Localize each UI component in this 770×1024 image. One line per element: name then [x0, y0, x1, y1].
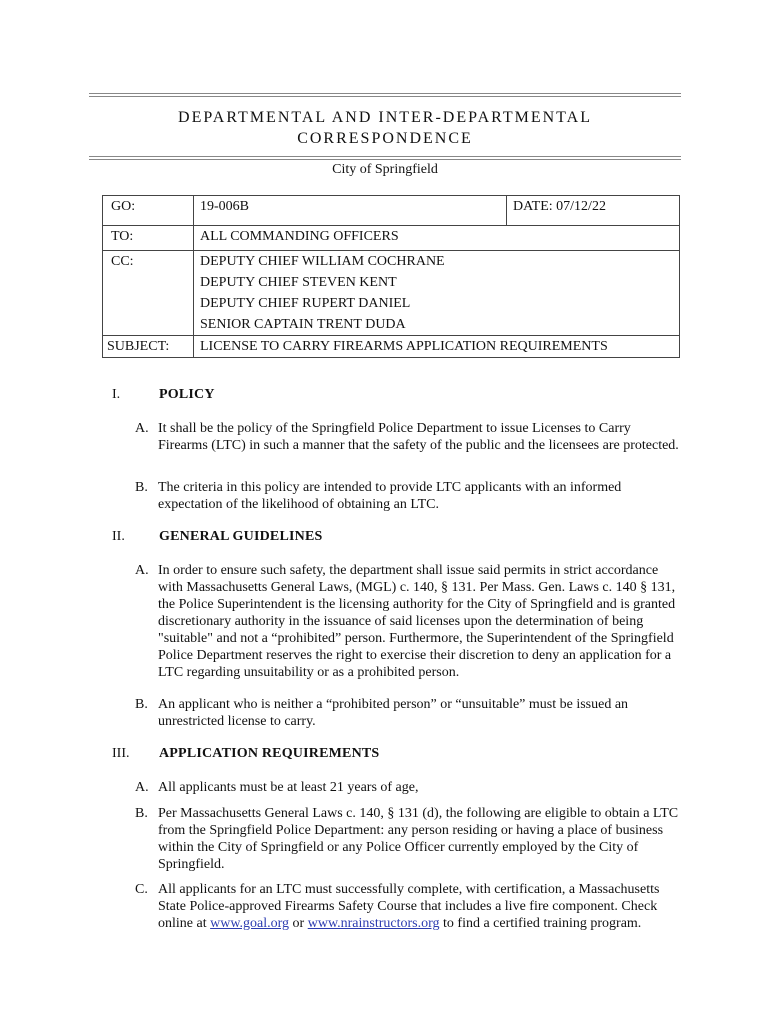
document-title — [89, 107, 681, 149]
item-text — [158, 881, 680, 932]
memo-header-table — [102, 195, 680, 358]
item-letter: B. — [135, 806, 148, 821]
bottom-rule — [89, 156, 681, 160]
cc-list — [194, 251, 680, 336]
item-text-or: or — [292, 916, 305, 931]
to-label: TO: — [103, 226, 194, 251]
item-text: All applicants must be at least 21 years of age, — [158, 780, 419, 795]
item-letter: B. — [135, 697, 148, 712]
subject-value: LICENSE TO CARRY FIREARMS APPLICATION REQUIREMENTS — [194, 336, 680, 358]
cc-label: CC: — [103, 251, 194, 336]
cc-recipient: SENIOR CAPTAIN TRENT DUDA — [200, 317, 406, 332]
item-text: The criteria in this policy are intended to provide LTC applicants with an informed expectation of the likelihood of obtaining an LTC. — [158, 480, 622, 512]
item-letter: A. — [135, 563, 149, 578]
item-letter: B. — [135, 480, 148, 495]
go-label: GO: — [103, 196, 194, 226]
go-value: 19-006B — [194, 196, 507, 226]
title-line-1: DEPARTMENTAL AND INTER-DEPARTMENTAL — [178, 109, 592, 126]
item-letter: A. — [135, 421, 149, 436]
nra-instructors-link[interactable]: www.nrainstructors.org — [307, 916, 440, 931]
date-value: DATE: 07/12/22 — [507, 196, 680, 226]
goal-link[interactable]: www.goal.org — [210, 916, 290, 931]
section-number: I. — [112, 387, 121, 402]
city-name: City of Springfield — [332, 162, 438, 177]
cc-recipient: DEPUTY CHIEF RUPERT DANIEL — [200, 296, 411, 311]
item-text: Per Massachusetts General Laws c. 140, § 131 (d), the following are eligible to obtain a LTC from the Springfield Police Department: any person residing or having a place of business within the City of Springfield or any Police Officer currently employed by the City of Springfield. — [158, 806, 679, 872]
go-row — [103, 196, 680, 226]
section-title: APPLICATION REQUIREMENTS — [159, 746, 380, 761]
section-number: III. — [112, 746, 130, 761]
item-text: It shall be the policy of the Springfield Police Department to issue Licenses to Carry Firearms (LTC) in such a manner that the safety of the public and the licensees are protected. — [158, 421, 679, 453]
title-line-2: CORRESPONDENCE — [297, 130, 473, 147]
item-text-start: All applicants for an LTC must successfully complete, with certification, a Massachusetts State Police-approved Firearms Safety Course that includes a live fire component. Check online at — [158, 882, 660, 931]
item-text: In order to ensure such safety, the department shall issue said permits in strict accordance with Massachusetts General Laws, (MGL) c. 140, § 131. Per Mass. Gen. Laws c. 140 § 131, the Police Superintendent is the licensing authority for the City of Springfield and is granted discretionary authority in the issuance of said licenses upon the determination of being "suitable" and not a “prohibited” person. Furthermore, the Superintendent of the Springfield Police Department reserves the right to exercise their discretion to deny an application for a LTC regarding unsuitability or as a prohibited person. — [158, 563, 676, 680]
cc-recipient: DEPUTY CHIEF WILLIAM COCHRANE — [200, 254, 445, 269]
subject-label: SUBJECT: — [103, 336, 194, 358]
cc-row — [103, 251, 680, 336]
cc-recipient: DEPUTY CHIEF STEVEN KENT — [200, 275, 397, 290]
top-rule — [89, 93, 681, 97]
item-text-end: to find a certified training program. — [443, 916, 642, 931]
to-row — [103, 226, 680, 251]
section-title: POLICY — [159, 387, 215, 402]
to-value: ALL COMMANDING OFFICERS — [194, 226, 680, 251]
subject-row — [103, 336, 680, 358]
section-number: II. — [112, 529, 125, 544]
section-title: GENERAL GUIDELINES — [159, 529, 323, 544]
item-letter: A. — [135, 780, 149, 795]
item-letter: C. — [135, 882, 148, 897]
item-text: An applicant who is neither a “prohibited person” or “unsuitable” must be issued an unrestricted license to carry. — [158, 697, 629, 729]
